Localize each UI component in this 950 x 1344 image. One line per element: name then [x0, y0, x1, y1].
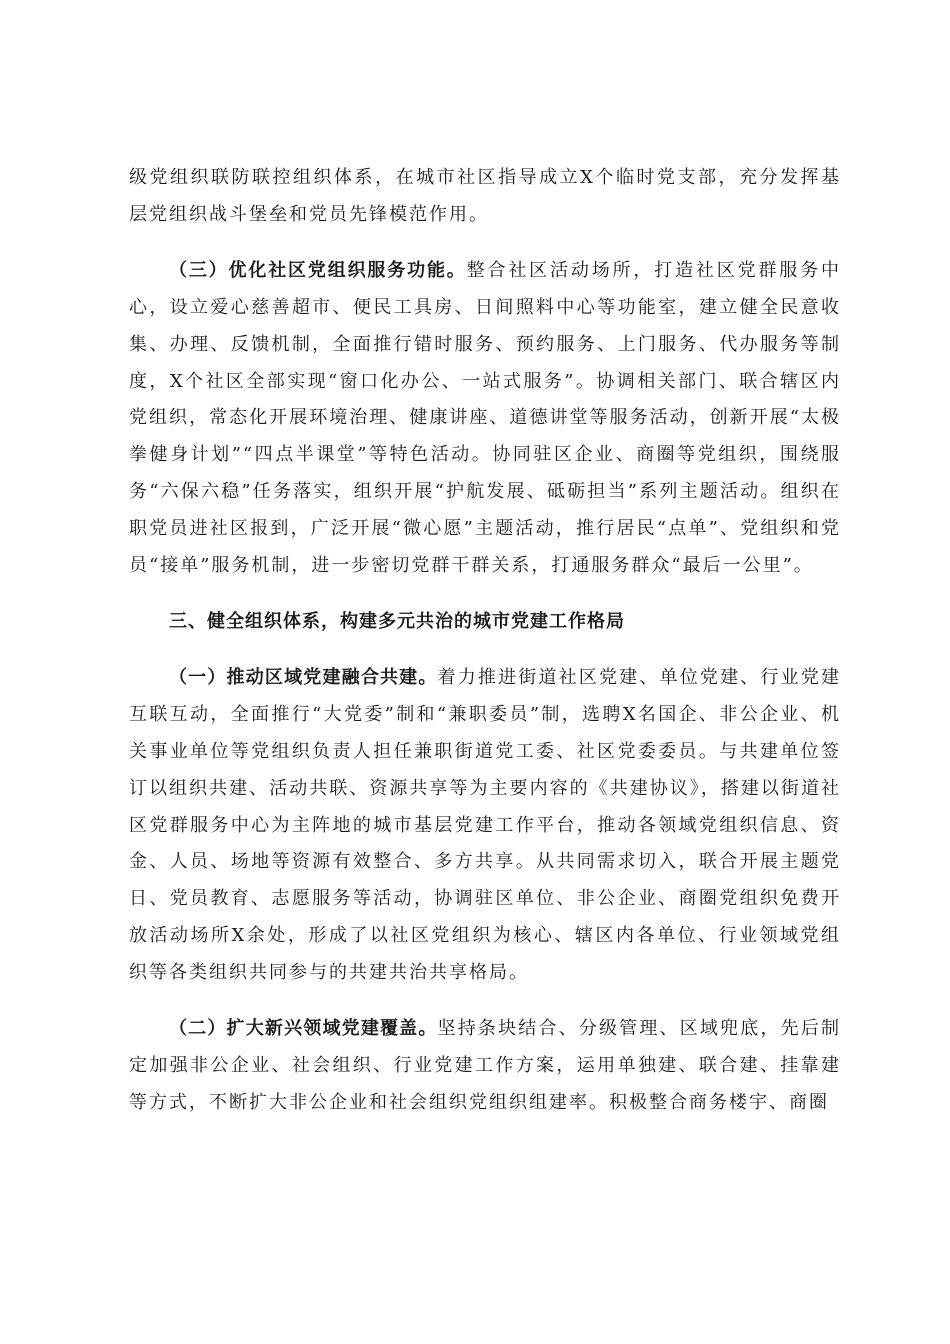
paragraph-lead: （三）优化社区党组织服务功能。 [169, 259, 467, 281]
paragraph-lead: （一）推动区域党建融合共建。 [169, 666, 438, 688]
paragraph-text: 级党组织联防联控组织体系，在城市社区指导成立X个临时党支部，充分发挥基层党组织战斗堡垒和党员先锋模范作用。 [129, 167, 841, 225]
paragraph-text: 坚持条块结合、分级管理、区域兜底，先后制定加强非公企业、社会组织、行业党建工作方案，运用单独建、联合建、挂靠建等方式，不断扩大非公企业和社会组织党组织组建率。积极整合商务楼宇、商圈 [129, 1018, 841, 1113]
paragraph-regional-party-building [129, 660, 841, 992]
paragraph-community-service [129, 253, 841, 585]
paragraph-new-field-coverage [129, 1011, 841, 1122]
section-heading: 三、健全组织体系，构建多元共治的城市党建工作格局 [169, 610, 625, 632]
paragraph-text: 整合社区活动场所，打造社区党群服务中心，设立爱心慈善超市、便民工具房、日间照料中心等功能室，建立健全民意收集、办理、反馈机制，全面推行错时服务、预约服务、上门服务、代办服务等制度，X个社区全部实现“窗口化办公、一站式服务”。协调相关部门、联合辖区内党组织，常态化开展环境治理、健康讲座、道德讲堂等服务活动，创新开展“太极拳健身计划”“四点半课堂”等特色活动。协同驻区企业、商圈等党组织，围绕服务“六保六稳”任务落实，组织开展“护航发展、砥砺担当”系列主题活动。组织在职党员进社区报到，广泛开展“微心愿”主题活动，推行居民“点单”、党组织和党员“接单”服务机制，进一步密切党群干群关系，打通服务群众“最后一公里”。 [129, 259, 841, 577]
paragraph-lead: （二）扩大新兴领域党建覆盖。 [169, 1018, 438, 1040]
paragraph-text: 着力推进街道社区党建、单位党建、行业党建互联互动，全面推行“大党委”制和“兼职委员”制，选聘X名国企、非公企业、机关事业单位等党组织负责人担任兼职街道党工委、社区党委委员。与共建单位签订以组织共建、活动共联、资源共享等为主要内容的《共建协议》，搭建以街道社区党群服务中心为主阵地的城市基层党建工作平台，推动各领域党组织信息、资金、人员、场地等资源有效整合、多方共享。从共同需求切入，联合开展主题党日、党员教育、志愿服务等活动，协调驻区单位、非公企业、商圈党组织免费开放活动场所X余处，形成了以社区党组织为核心、辖区内各单位、行业领域党组织等各类组织共同参与的共建共治共享格局。 [129, 666, 841, 984]
paragraph-continuation [129, 160, 841, 234]
document-body [129, 160, 841, 1122]
